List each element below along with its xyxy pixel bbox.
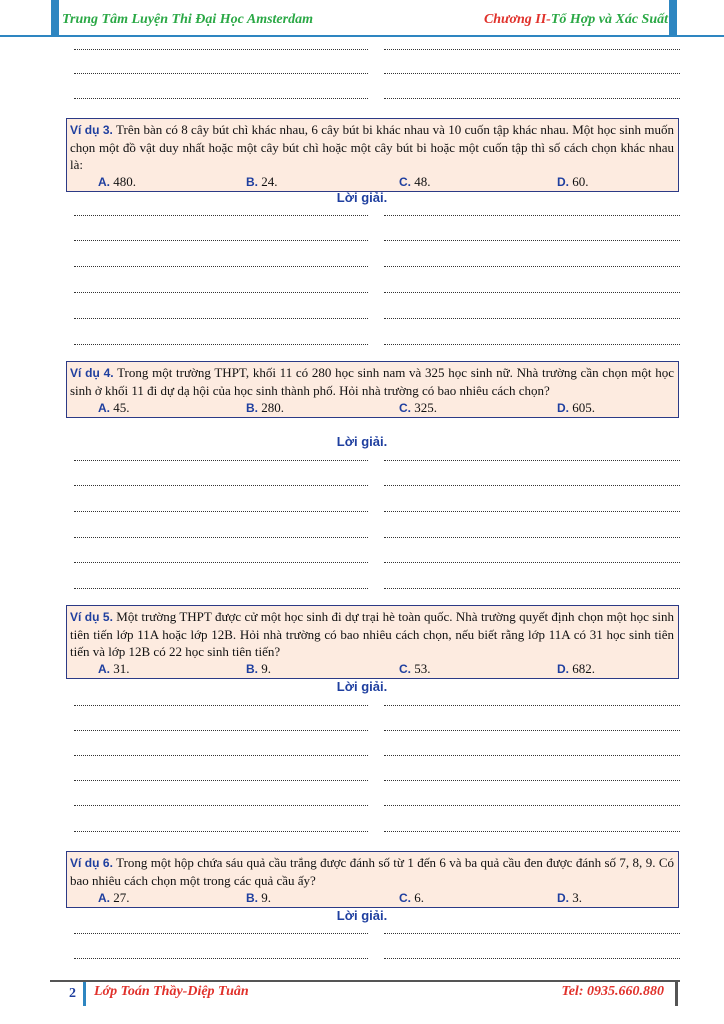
option-d[interactable]: D. 3.: [557, 890, 582, 905]
answer-line: [384, 780, 680, 782]
example-text: Trong một hộp chứa sáu quả cầu trắng được đánh số từ 1 đến 6 và ba quả cầu đen được đánh số 7, 8, 9. Có bao nhiêu cách chọn một trong các quả cầu ấy?: [70, 855, 674, 888]
answer-line: [384, 588, 680, 590]
options-row: [70, 173, 674, 191]
answer-line: [384, 562, 680, 564]
option-b[interactable]: B. 9.: [246, 890, 271, 905]
option-d[interactable]: D. 605.: [557, 400, 595, 415]
answer-line: [74, 562, 368, 564]
answer-line: [384, 705, 680, 707]
options-row: [70, 889, 674, 907]
answer-line: [74, 958, 368, 960]
footer-accent: [83, 982, 86, 1006]
header-chapter-title: [484, 12, 668, 28]
option-c[interactable]: C. 325.: [399, 400, 437, 415]
answer-line: [384, 49, 680, 51]
header-topic: Tổ Hợp và Xác Suất: [550, 12, 668, 27]
answer-line: [74, 588, 368, 590]
option-b[interactable]: B. 9.: [246, 661, 271, 676]
solution-heading: Lời giải.: [336, 679, 388, 694]
example-label: Ví dụ 4.: [70, 366, 114, 380]
header-divider: [0, 35, 724, 37]
answer-line: [74, 215, 368, 217]
option-a[interactable]: A. 480.: [98, 174, 136, 189]
answer-line: [384, 485, 680, 487]
answer-line: [74, 292, 368, 294]
option-b[interactable]: B. 280.: [246, 400, 284, 415]
answer-line: [74, 831, 368, 833]
answer-line: [74, 73, 368, 75]
answer-line: [384, 215, 680, 217]
answer-line: [384, 266, 680, 268]
options-row: [70, 399, 674, 417]
answer-line: [74, 511, 368, 513]
example-text: Trên bàn có 8 cây bút chì khác nhau, 6 cây bút bi khác nhau và 10 cuốn tập khác nhau. Một học sinh muốn chọn một đồ vật duy nhất hoặc một cây bút chì hoặc một cây bút bi hoặc một cuốn tập thì số cách chọn khác nhau là:: [70, 122, 674, 172]
answer-line: [74, 98, 368, 100]
header-accent-left: [51, 0, 59, 36]
example-label: Ví dụ 6.: [70, 856, 113, 870]
answer-line: [384, 240, 680, 242]
answer-line: [384, 730, 680, 732]
answer-line: [74, 730, 368, 732]
option-d[interactable]: D. 60.: [557, 174, 589, 189]
answer-line: [384, 933, 680, 935]
example-text: Trong một trường THPT, khối 11 có 280 học sinh nam và 325 học sinh nữ. Nhà trường cần chọn một học sinh ở khối 11 đi dự dạ hội của học sinh thành phố. Hỏi nhà trường có bao nhiêu cách chọn?: [70, 365, 674, 398]
option-a[interactable]: A. 45.: [98, 400, 130, 415]
header-center-name: Trung Tâm Luyện Thi Đại Học Amsterdam: [62, 12, 313, 27]
answer-line: [384, 511, 680, 513]
footer-phone: Tel: 0935.660.880: [561, 984, 664, 999]
answer-line: [384, 73, 680, 75]
answer-line: [74, 705, 368, 707]
solution-heading: Lời giải.: [336, 190, 388, 205]
example-label: Ví dụ 3.: [70, 123, 113, 137]
option-d[interactable]: D. 682.: [557, 661, 595, 676]
answer-line: [74, 49, 368, 51]
example-label: Ví dụ 5.: [70, 610, 113, 624]
answer-line: [74, 266, 368, 268]
example-box-6: [66, 851, 679, 908]
answer-line: [384, 344, 680, 346]
footer-class-name: Lớp Toán Thầy-Diệp Tuân: [94, 984, 249, 999]
example-question: [70, 121, 674, 173]
answer-line: [74, 240, 368, 242]
example-text: Một trường THPT được cử một học sinh đi dự trại hè toàn quốc. Nhà trường quyết định chọn một học sinh tiên tiến lớp 11A hoặc lớp 12B. Hỏi nhà trường có bao nhiêu cách chọn, nếu biết rằng lớp 11A có 31 học sinh tiên tiến và lớp 12B có 22 học sinh tiên tiến?: [70, 609, 674, 659]
answer-line: [74, 485, 368, 487]
answer-line: [74, 933, 368, 935]
example-question: [70, 608, 674, 660]
options-row: [70, 660, 674, 678]
option-c[interactable]: C. 48.: [399, 174, 431, 189]
example-box-5: [66, 605, 679, 679]
answer-line: [384, 292, 680, 294]
answer-line: [384, 460, 680, 462]
answer-line: [74, 460, 368, 462]
answer-line: [384, 805, 680, 807]
answer-line: [384, 537, 680, 539]
example-box-3: [66, 118, 679, 192]
footer-bar-right: [675, 982, 678, 1006]
answer-line: [384, 831, 680, 833]
option-c[interactable]: C. 6.: [399, 890, 424, 905]
header-chapter: Chương II-: [483, 12, 551, 27]
example-question: [70, 854, 674, 889]
solution-heading: Lời giải.: [336, 908, 388, 923]
answer-line: [74, 537, 368, 539]
answer-line: [384, 958, 680, 960]
page-number: 2: [69, 986, 76, 1001]
option-a[interactable]: A. 27.: [98, 890, 130, 905]
answer-line: [74, 755, 368, 757]
option-a[interactable]: A. 31.: [98, 661, 130, 676]
option-b[interactable]: B. 24.: [246, 174, 278, 189]
answer-line: [384, 98, 680, 100]
footer-divider: [50, 980, 680, 982]
option-c[interactable]: C. 53.: [399, 661, 431, 676]
answer-line: [384, 318, 680, 320]
answer-line: [74, 780, 368, 782]
answer-line: [74, 344, 368, 346]
answer-line: [74, 805, 368, 807]
answer-line: [74, 318, 368, 320]
answer-line: [384, 755, 680, 757]
solution-heading: Lời giải.: [336, 434, 388, 449]
example-question: [70, 364, 674, 399]
header-accent-right: [669, 0, 677, 36]
example-box-4: [66, 361, 679, 418]
